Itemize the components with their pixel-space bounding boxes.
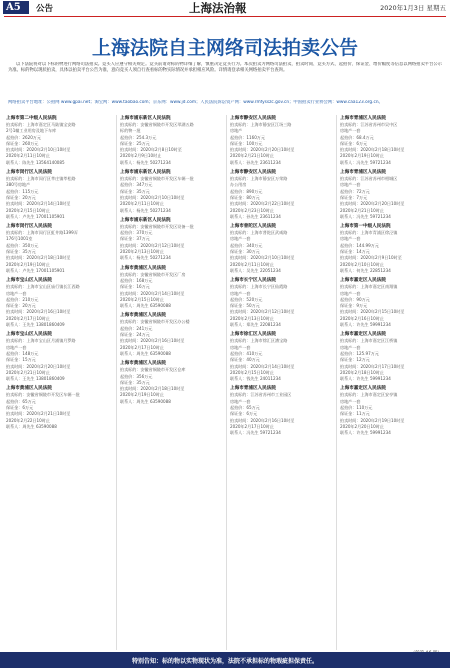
- notice-line: 拍卖标的：上海市徐汇区漕宝路: [230, 338, 288, 344]
- notice-line: 保证金：37万元: [120, 236, 150, 242]
- notice-line: 2020年2月17日10时止: [230, 423, 274, 429]
- auction-notice: [120, 169, 222, 214]
- notice-line: 2020年2月19日10时止: [6, 261, 50, 267]
- court-name: 上海市徐汇区人民法院: [230, 332, 276, 338]
- notice-line: 起拍价：340万元: [230, 242, 263, 248]
- court-name: 上海市青浦区人民法院: [230, 386, 276, 392]
- notice-line: 拍卖时间：2020年2月10日10时至: [6, 147, 71, 153]
- notice-line: 房地产: [230, 128, 243, 134]
- notice-line: 起拍价：350万元: [6, 242, 39, 248]
- court-name: 上海市第二中级人民法院: [6, 116, 57, 121]
- contact-line: 联系人：孙先生 23611234: [230, 213, 281, 219]
- notice-line: 2020年2月21日10时止: [230, 153, 274, 159]
- notice-line: 拍卖时间：2020年2月18日10时至: [120, 386, 185, 392]
- notice-line: 拍卖标的：上海市宝山区庙行镇长江西路: [6, 284, 80, 290]
- contact-line: 联系人：杨先生 50271234: [120, 207, 171, 213]
- notice-line: 2020年2月17日10时止: [6, 315, 50, 321]
- auction-notice: [340, 169, 442, 220]
- notice-line: 房地产一套: [230, 290, 251, 296]
- notice-line: 房地产一套: [340, 236, 361, 242]
- notice-line: 拍卖标的：上海市长宁区仙霞路: [230, 284, 288, 290]
- auction-notice: [120, 217, 222, 262]
- notice-line: 保证金：6万元: [230, 411, 258, 417]
- auction-notice: [120, 115, 222, 166]
- notice-line: 保证金：7万元: [340, 194, 368, 200]
- notice-line: 保证金：6万元: [6, 404, 34, 410]
- contact-line: 联系人：周先生 63590088: [120, 303, 171, 309]
- contact-line: 联系人：郑先生 22081234: [230, 322, 281, 328]
- notice-line: 保证金：14万元: [340, 249, 370, 255]
- page-header: [0, 0, 450, 16]
- court-name: 上海市普陀区人民法院: [230, 224, 276, 230]
- auction-notice: [340, 223, 442, 274]
- notice-line: 房地产一套: [340, 344, 361, 350]
- auction-notice: [340, 115, 442, 166]
- court-name: 上海市浦东新区人民法院: [120, 116, 171, 121]
- notice-line: 起拍价：68.4万元: [340, 134, 374, 140]
- notice-line: 2020年2月15日10时止: [120, 296, 164, 302]
- notice-line: 保证金：40万元: [230, 357, 260, 363]
- notice-line: 拍卖标的：上海市宝山区月浦镇月罗路: [6, 338, 76, 344]
- notice-line: 2020年2月21日10时止: [340, 207, 384, 213]
- notice-line: 拍卖时间：2020年2月17日10时至: [340, 363, 405, 369]
- notice-line: 2020年2月19日10时止: [120, 392, 164, 398]
- court-name: 上海市嘉定区人民法院: [340, 278, 386, 284]
- notice-line: 拍卖时间：2020年2月12日10时至: [120, 242, 185, 248]
- column-1: [6, 115, 111, 650]
- notice-line: 起拍价：90万元: [340, 296, 370, 302]
- notice-line: 2020年2月16日10时止: [340, 315, 384, 321]
- contact-line: 联系人：杨先生 50271234: [120, 159, 171, 165]
- notice-line: 起拍价：125.97万元: [340, 350, 379, 356]
- notice-line: 拍卖标的：上海市普陀区武威路: [230, 230, 288, 236]
- court-name: 上海市青浦区人民法院: [340, 170, 386, 176]
- notice-line: 拍卖时间：2020年2月18日10时至: [340, 147, 405, 153]
- notice-line: 起拍价：65万元: [230, 404, 260, 410]
- notice-line: 保证金：6万元: [340, 140, 368, 146]
- notice-line: 2020年2月13日10时止: [230, 315, 274, 321]
- auction-notice: [6, 169, 108, 220]
- notice-line: 保证金：25万元: [120, 140, 150, 146]
- notice-line: 拍卖时间：2020年2月22日10时至: [230, 201, 295, 207]
- notice-line: 起拍价：356万元: [120, 373, 153, 379]
- notice-line: 2020年2月13日10时止: [120, 249, 164, 255]
- notice-line: 2020年2月19日10时止: [340, 153, 384, 159]
- notice-line: 起拍价：370万元: [120, 230, 153, 236]
- notice-line: 拍卖标的：上海市闵行区莘庄镇莘松路: [6, 176, 76, 182]
- column-2: [116, 115, 225, 650]
- notice-line: 房地产一套: [340, 290, 361, 296]
- notice-line: 拍卖时间：2020年2月15日10时至: [340, 309, 405, 315]
- notice-line: 拍卖标的：安徽省铜陵市开发区办公楼: [120, 319, 190, 325]
- column-4: [336, 115, 442, 650]
- notice-line: 保证金：20万元: [6, 194, 36, 200]
- auction-notice: [230, 331, 332, 382]
- notice-line: 176号1001室: [6, 236, 33, 242]
- notice-line: 拍卖标的：上海市嘉定区马陆镇宝安路: [6, 122, 76, 127]
- contact-line: 联系人：卢先生 17001105901: [6, 213, 65, 219]
- notice-line: 拍卖标的：上海市嘉定区安亭镇: [340, 392, 398, 398]
- notice-line: 起拍价：115万元: [6, 188, 39, 194]
- notice-line: 保证金：24万元: [120, 332, 150, 338]
- contact-line: 联系人：许先生 59991234: [340, 322, 391, 328]
- notice-columns: [6, 115, 444, 650]
- notice-line: 保证金：20万元: [6, 303, 36, 309]
- contact-line: 联系人：陈先生 13564140085: [6, 159, 65, 165]
- footer-notice: 特别告知：标的物以实物现状为准，法院不承担标的物瑕疵担保责任。: [131, 658, 318, 665]
- notice-line: 拍卖标的：上海市静安区万荣路: [230, 176, 288, 182]
- court-name: 上海市第一中级人民法院: [340, 224, 391, 230]
- auction-notice: [120, 360, 222, 405]
- notice-line: 保证金：11万元: [340, 411, 370, 417]
- notice-line: 拍卖时间：2020年2月14日10时至: [6, 201, 71, 207]
- notice-line: 拍卖时间：2020年2月20日10时至: [340, 201, 405, 207]
- notice-line: 起拍价：347万元: [120, 182, 153, 188]
- auction-notice: [6, 223, 108, 274]
- notice-line: 拍卖标的：安徽省铜陵市开发区设备一批: [120, 223, 194, 229]
- notice-line: 房地产一套: [340, 398, 361, 404]
- auction-notice: [340, 277, 442, 328]
- notice-line: 2020年2月15日10时止: [6, 207, 50, 213]
- notice-line: 380号房地产: [6, 182, 31, 188]
- notice-line: 标的物一批: [120, 128, 141, 134]
- auction-notice: [6, 115, 108, 166]
- court-name: 上海市嘉定区人民法院: [340, 386, 386, 392]
- auction-notice: [340, 331, 442, 382]
- contact-line: 联系人：周先生 63590088: [120, 398, 171, 404]
- notice-line: 房地产一套: [6, 344, 27, 350]
- court-name: 上海市黄浦区人民法院: [120, 361, 166, 367]
- notice-line: 起拍价：210万元: [6, 296, 39, 302]
- notice-line: 拍卖时间：2020年2月14日10时至: [230, 363, 295, 369]
- auction-notice: [120, 312, 222, 357]
- notice-line: 2020年2月17日10时止: [120, 344, 164, 350]
- auction-notice: [230, 223, 332, 274]
- contact-line: 联系人：周先生 63590088: [120, 350, 171, 356]
- notice-line: 拍卖标的：安徽省铜陵市开发区车辆一批: [120, 176, 194, 182]
- notice-line: 起拍价：890万元: [230, 188, 263, 194]
- court-name: 上海市静安区人民法院: [230, 170, 276, 176]
- auction-notice: [340, 385, 442, 436]
- contact-line: 联系人：王先生 13801860409: [6, 376, 65, 382]
- notice-line: 拍卖时间：2020年2月9日10时至: [340, 255, 402, 261]
- contact-line: 联系人：周先生 63590088: [6, 423, 57, 429]
- notice-line: 起拍价：72万元: [340, 188, 370, 194]
- notice-line: 房地产一套: [230, 344, 251, 350]
- notice-line: 拍卖标的：江苏省苏州市相城区: [340, 176, 398, 182]
- notice-line: 起拍价：520万元: [230, 296, 263, 302]
- notice-line: 拍卖标的：安徽省铜陵市开发区厂房: [120, 271, 186, 277]
- auction-notice: [6, 277, 108, 328]
- notice-line: 拍卖标的：上海市青浦区徐泾镇: [340, 230, 398, 236]
- court-name: 上海市长宁区人民法院: [230, 278, 276, 284]
- court-name: 上海市闵行区人民法院: [6, 224, 52, 230]
- contact-line: 联系人：孙先生 23611234: [230, 159, 281, 165]
- page-number-badge: A5: [3, 1, 29, 14]
- auction-notice: [230, 115, 332, 166]
- notice-line: 2号1幢工业用房及地下车库: [6, 128, 57, 134]
- notice-line: 2020年2月15日10时止: [230, 369, 274, 375]
- notice-line: 房地产一套: [230, 236, 251, 242]
- notice-line: 保证金：260万元: [6, 140, 39, 146]
- notice-line: 起拍价：1160万元: [230, 134, 265, 140]
- notice-line: 拍卖标的：江苏省苏州市工业园区: [230, 392, 292, 398]
- court-name: 上海市闵行区人民法院: [6, 170, 52, 176]
- court-name: 上海市宝山区人民法院: [6, 278, 52, 284]
- issue-date: 2020年1月3日 星期五: [380, 4, 446, 12]
- notice-line: 2020年2月11日10时止: [230, 261, 274, 267]
- notice-line: 拍卖标的：安徽省铜陵市开发区翠湖五路: [120, 122, 194, 127]
- court-name: 上海市黄浦区人民法院: [6, 386, 52, 392]
- notice-line: 拍卖标的：上海市静安区江场三路: [230, 122, 292, 127]
- notice-line: 拍卖时间：2020年2月10日10时至: [120, 194, 185, 200]
- page-title: 上海法院自主网络司法拍卖公告: [91, 37, 358, 59]
- footer-bar: [0, 652, 450, 668]
- contact-line: 联系人：卢先生 17001105901: [6, 267, 65, 273]
- court-name: 上海市黄浦区人民法院: [120, 313, 166, 319]
- notice-line: 2020年2月22日10时止: [6, 417, 50, 423]
- notice-line: 拍卖时间：2020年2月19日10时至: [340, 417, 405, 423]
- contact-line: 联系人：吴先生 22051234: [230, 267, 281, 273]
- notice-line: 保证金：80万元: [230, 194, 260, 200]
- notice-line: 拍卖标的：上海市嘉定区江桥镇: [340, 338, 398, 344]
- notice-line: 保证金：9万元: [340, 303, 368, 309]
- notice-line: 拍卖标的：安徽省铜陵市开发区车辆一批: [6, 392, 80, 398]
- auction-notice: [230, 385, 332, 436]
- auction-notice: [230, 277, 332, 328]
- notice-line: 2020年2月10日10时止: [340, 261, 384, 267]
- notice-line: 拍卖时间：2020年2月14日10时至: [120, 290, 185, 296]
- section-label: 公告: [36, 4, 54, 14]
- contact-line: 联系人：王先生 13801860409: [6, 322, 65, 328]
- notice-line: 2020年2月18日10时止: [340, 369, 384, 375]
- notice-line: 起拍价：410万元: [230, 350, 263, 356]
- notice-line: 保证金：100万元: [230, 140, 263, 146]
- court-name: 上海市静安区人民法院: [230, 116, 276, 121]
- contact-line: 联系人：钱先生 24011234: [230, 376, 281, 382]
- notice-line: 2020年2月11日10时止: [6, 153, 50, 159]
- auction-notice: [6, 331, 108, 382]
- notice-line: 2020年2月20日10时止: [340, 423, 384, 429]
- notice-line: 2020年2月23日10时止: [230, 207, 274, 213]
- court-name: 上海市嘉定区人民法院: [340, 332, 386, 338]
- notice-line: 保证金：35万元: [120, 379, 150, 385]
- notice-line: 保证金：30万元: [230, 249, 260, 255]
- auction-notice: [120, 265, 222, 310]
- column-3: [226, 115, 335, 650]
- notice-line: 起拍价：241万元: [120, 325, 153, 331]
- notice-line: 起拍价：110万元: [340, 404, 373, 410]
- notice-line: 拍卖时间：2020年2月10日10时至: [230, 255, 295, 261]
- notice-line: 保证金：35万元: [120, 188, 150, 194]
- contact-line: 联系人：何先生 22851234: [340, 267, 391, 273]
- intro-paragraph: 以下法院将对以下标的物进行网络司法拍卖。竞买人应遵守相关规定。竞买前请对标的物详细了解，慎重决定竞买行为。本次拍卖为网络司法拍卖，拍卖时间、竞买方式、起拍价、保证金、增价幅度等信息以网络拍卖平台公示为准。标的物以现状拍卖，具体以拍卖平台公告为准，意向竞买人须自行查看标的物实际情况并承担相应风险。详情请登录相关网络拍卖平台查询。: [8, 62, 442, 74]
- auction-notice: [6, 385, 108, 430]
- court-name: 上海市浦东新区人民法院: [120, 170, 171, 176]
- notice-line: 房地产一套: [6, 290, 27, 296]
- notice-line: 保证金：16万元: [120, 284, 150, 290]
- notice-line: 拍卖时间：2020年2月8日10时至: [120, 147, 182, 153]
- notice-line: 起拍价：144.99万元: [340, 242, 379, 248]
- notice-line: 拍卖标的：安徽省铜陵市开发区仓库: [120, 367, 186, 373]
- notice-line: 拍卖标的：江苏省苏州市吴中区: [340, 122, 398, 127]
- notice-line: 起拍价：254.3万元: [120, 134, 157, 140]
- header-rule: [4, 16, 446, 17]
- notice-line: 拍卖时间：2020年2月20日10时至: [6, 363, 71, 369]
- court-name: 上海市黄浦区人民法院: [120, 265, 166, 271]
- notice-line: 保证金：15万元: [6, 357, 36, 363]
- contact-line: 联系人：许先生 59991234: [340, 376, 391, 382]
- notice-line: 房地产一套: [340, 182, 361, 188]
- notice-line: 2020年2月11日10时止: [120, 201, 164, 207]
- notice-line: 拍卖标的：上海市嘉定区南翔镇: [340, 284, 398, 290]
- notice-line: 起拍价：2620万元: [6, 134, 41, 140]
- notice-line: 拍卖时间：2020年2月12日10时至: [230, 309, 295, 315]
- notice-line: 2020年2月21日10时止: [6, 369, 50, 375]
- notice-line: 拍卖时间：2020年2月16日10时至: [230, 417, 295, 423]
- notice-line: 拍卖标的：上海市闵行区虹井路1399弄: [6, 230, 78, 236]
- platform-list: 网络拍卖平台地址：公拍网 www.gpai.net；淘宝网：www.taobao.com；京东网：www.jd.com；人民法院诉讼资产网：www.rmfysszc.gov.cn；中国拍卖行业协会网：www.caa123.org.cn。: [8, 100, 383, 105]
- contact-line: 联系人：冯先生 59721234: [340, 159, 391, 165]
- newspaper-logo: 上海法治報: [189, 1, 247, 15]
- notice-line: 起拍价：148万元: [6, 350, 39, 356]
- notice-line: 办公用房: [230, 182, 247, 188]
- notice-line: 保证金：50万元: [230, 303, 260, 309]
- contact-line: 联系人：冯先生 59721234: [230, 430, 281, 436]
- notice-line: 2020年2月9日10时止: [120, 153, 162, 159]
- court-name: 上海市浦东新区人民法院: [120, 217, 171, 223]
- contact-line: 联系人：许先生 59991234: [340, 430, 391, 436]
- contact-line: 联系人：杨先生 50271234: [120, 255, 171, 261]
- court-name: 上海市宝山区人民法院: [6, 332, 52, 338]
- notice-line: 保证金：12万元: [340, 357, 370, 363]
- notice-line: 拍卖时间：2020年2月16日10时至: [120, 338, 185, 344]
- auction-notice: [230, 169, 332, 220]
- court-name: 上海市青浦区人民法院: [340, 116, 386, 121]
- notice-line: 拍卖时间：2020年2月21日10时至: [6, 411, 71, 417]
- notice-line: 拍卖时间：2020年2月16日10时至: [6, 309, 71, 315]
- notice-line: 保证金：35万元: [6, 249, 36, 255]
- notice-line: 房地产一套: [340, 128, 361, 134]
- notice-line: 拍卖时间：2020年2月18日10时至: [6, 255, 71, 261]
- notice-line: 起拍价：168万元: [120, 277, 153, 283]
- contact-line: 联系人：冯先生 59721234: [340, 213, 391, 219]
- notice-line: 房地产一套: [230, 398, 251, 404]
- notice-line: 起拍价：65万元: [6, 398, 36, 404]
- notice-line: 拍卖时间：2020年2月20日10时至: [230, 147, 295, 153]
